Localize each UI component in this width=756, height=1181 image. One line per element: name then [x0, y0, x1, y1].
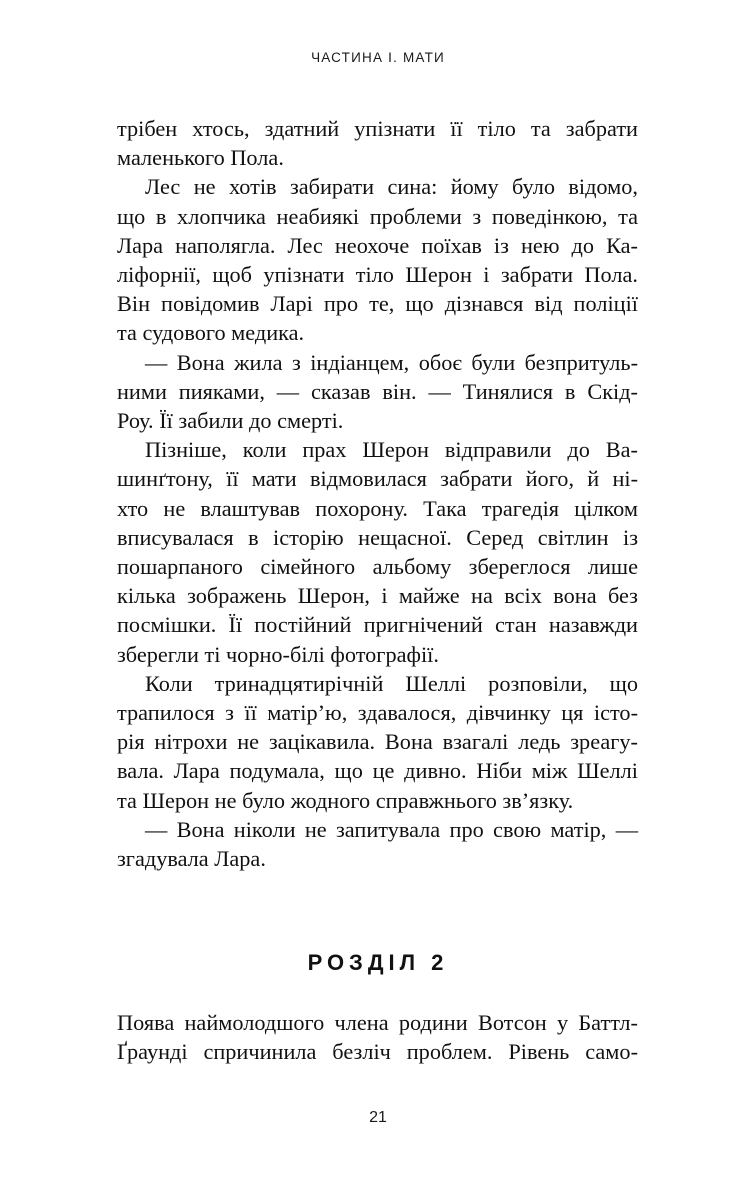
text-line: вала. Лара подумала, що це дивно. Ніби між Шеллі: [117, 758, 638, 784]
text-line: шинґтону, її мати відмовилася забрати його, й ні-: [117, 466, 638, 492]
text-line: ліфорнії, щоб упізнати тіло Шерон і забрати Пола.: [117, 262, 638, 288]
text-line: посмішки. Її постійний пригнічений стан назавжди: [117, 612, 638, 638]
text-line: Лара наполягла. Лес неохоче поїхав із нею до Ка-: [117, 232, 638, 258]
text-line: Він повідомив Ларі про те, що дізнався від поліції: [117, 291, 638, 317]
text-line: Коли тринадцятирічній Шеллі розповіли, що: [145, 670, 638, 696]
running-head: ЧАСТИНА І. МАТИ: [311, 50, 445, 65]
text-line: та Шерон не було жодного справжнього зв’язку.: [117, 787, 574, 813]
text-line: — Вона жила з індіанцем, обоє були безпритуль-: [145, 349, 638, 375]
page-number: 21: [369, 1109, 387, 1126]
text-line: Пізніше, коли прах Шерон відправили до Ва-: [145, 437, 638, 463]
text-line: вписувалася в історію нещасної. Серед світлин із: [117, 524, 638, 550]
text-line: Ґраунді спричинила безліч проблем. Рівень само-: [117, 1039, 638, 1065]
text-line: згадувала Лара.: [117, 846, 266, 872]
text-line: ними пияками, — сказав він. — Тинялися в Скід-: [117, 378, 638, 404]
text-line: кілька зображень Шерон, і майже на всіх вона без: [117, 583, 638, 609]
text-line: та судового медика.: [117, 320, 305, 346]
text-line: рія нітрохи не зацікавила. Вона взагалі ледь зреагу-: [117, 729, 638, 755]
text-line: хто не влаштував похорону. Така трагедія цілком: [117, 495, 638, 521]
text-line: Поява наймолодшого члена родини Вотсон у Баттл-: [117, 1010, 638, 1035]
chapter-body: [117, 1008, 638, 1066]
chapter-title: РОЗДІЛ 2: [307, 950, 449, 975]
text-line: що в хлопчика неабиякі проблеми з поведінкою, та: [117, 203, 638, 229]
text-line: — Вона ніколи не запитувала про свою матір, —: [145, 816, 638, 842]
body-text: [117, 114, 638, 873]
text-line: маленького Пола.: [117, 145, 284, 171]
text-line: трібен хтось, здатний упізнати її тіло та забрати: [117, 116, 638, 141]
text-line: Роу. Її забили до смерті.: [117, 408, 344, 434]
text-line: зберегли ті чорно-білі фотографії.: [117, 641, 439, 667]
text-line: трапилося з її матір’ю, здавалося, дівчинку ця істо-: [117, 700, 638, 726]
text-line: пошарпаного сімейного альбому збереглося лише: [117, 554, 638, 580]
text-line: Лес не хотів забирати сина: йому було відомо,: [145, 174, 638, 200]
